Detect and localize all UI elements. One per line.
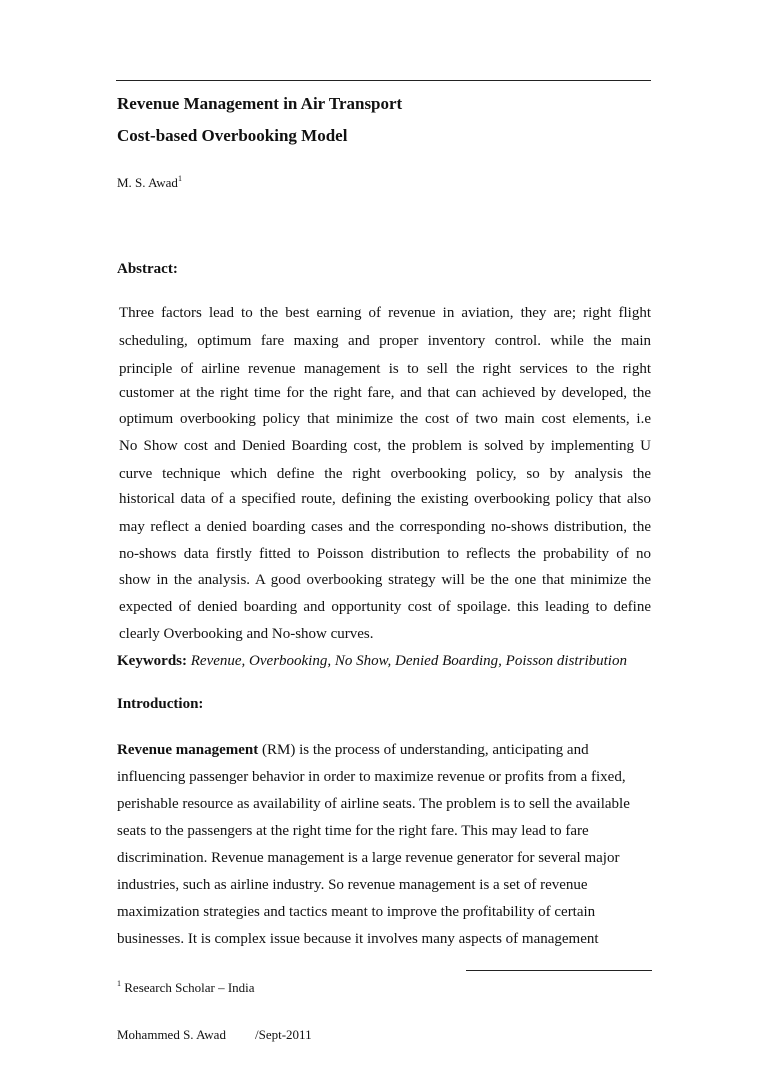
abstract-line: clearly Overbooking and No-show curves. [119, 626, 374, 642]
footnote-rule [466, 970, 652, 971]
abstract-line: optimum overbooking policy that minimize the cost of two main cost elements, i.e [119, 411, 651, 427]
footnote-text: Research Scholar – India [124, 980, 255, 995]
intro-line: discrimination. Revenue management is a large revenue generator for several major [117, 850, 620, 866]
intro-line: influencing passenger behavior in order to maximize revenue or profits from a fixed, [117, 769, 626, 785]
intro-line [117, 741, 589, 759]
intro-line: maximization strategies and tactics meant to improve the profitability of certain [117, 904, 596, 920]
abstract-line: Three factors lead to the best earning of revenue in aviation, they are; right flight [119, 305, 651, 321]
intro-line: perishable resource as availability of airline seats. The problem is to sell the available [117, 796, 630, 812]
intro-line: seats to the passengers at the right time for the right fare. This may lead to fare [117, 823, 589, 839]
abstract-line: expected of denied boarding and opportunity cost of spoilage. this leading to define [119, 599, 651, 615]
introduction-heading: Introduction: [117, 696, 204, 712]
intro-line: industries, such as airline industry. So revenue management is a set of revenue [117, 877, 588, 893]
abstract-line: scheduling, optimum fare maxing and proper inventory control. while the main [119, 333, 651, 349]
abstract-line: show in the analysis. A good overbooking strategy will be the one that minimize the [119, 572, 651, 588]
abstract-line: no-shows data firstly fitted to Poisson distribution to reflects the probability of no [119, 546, 651, 562]
footer-date: /Sept-2011 [255, 1027, 312, 1042]
keywords-label: Keywords: [117, 653, 187, 669]
footer-author: Mohammed S. Awad [117, 1027, 226, 1042]
paper-title-line-1: Revenue Management in Air Transport [117, 94, 403, 113]
author-name: M. S. Awad [117, 175, 178, 190]
header-rule [116, 80, 651, 81]
footnote [117, 980, 255, 996]
abstract-line: historical data of a specified route, defining the existing overbooking policy that also [119, 491, 651, 507]
intro-term: Revenue management [117, 742, 259, 758]
keywords-list: Revenue, Overbooking, No Show, Denied Boarding, Poisson distribution [190, 653, 627, 669]
abstract-line: principle of airline revenue management is to sell the right services to the right [119, 361, 651, 377]
intro-line-text: (RM) is the process of understanding, anticipating and [258, 742, 589, 758]
abstract-line: may reflect a denied boarding cases and the corresponding no-shows distribution, the [119, 519, 651, 535]
paper-title-line-2: Cost-based Overbooking Model [117, 126, 348, 145]
abstract-line: curve technique which define the right overbooking policy, so by analysis the [119, 466, 651, 482]
keywords-line [117, 652, 627, 670]
footnote-mark: 1 [117, 979, 121, 988]
abstract-heading: Abstract: [117, 261, 178, 277]
author-footnote-mark: 1 [177, 174, 182, 183]
abstract-line: No Show cost and Denied Boarding cost, the problem is solved by implementing U [119, 438, 651, 454]
author-line [117, 175, 182, 191]
abstract-line: customer at the right time for the right fare, and that can achieved by developed, the [119, 385, 651, 401]
intro-line: businesses. It is complex issue because it involves many aspects of management [117, 931, 599, 947]
